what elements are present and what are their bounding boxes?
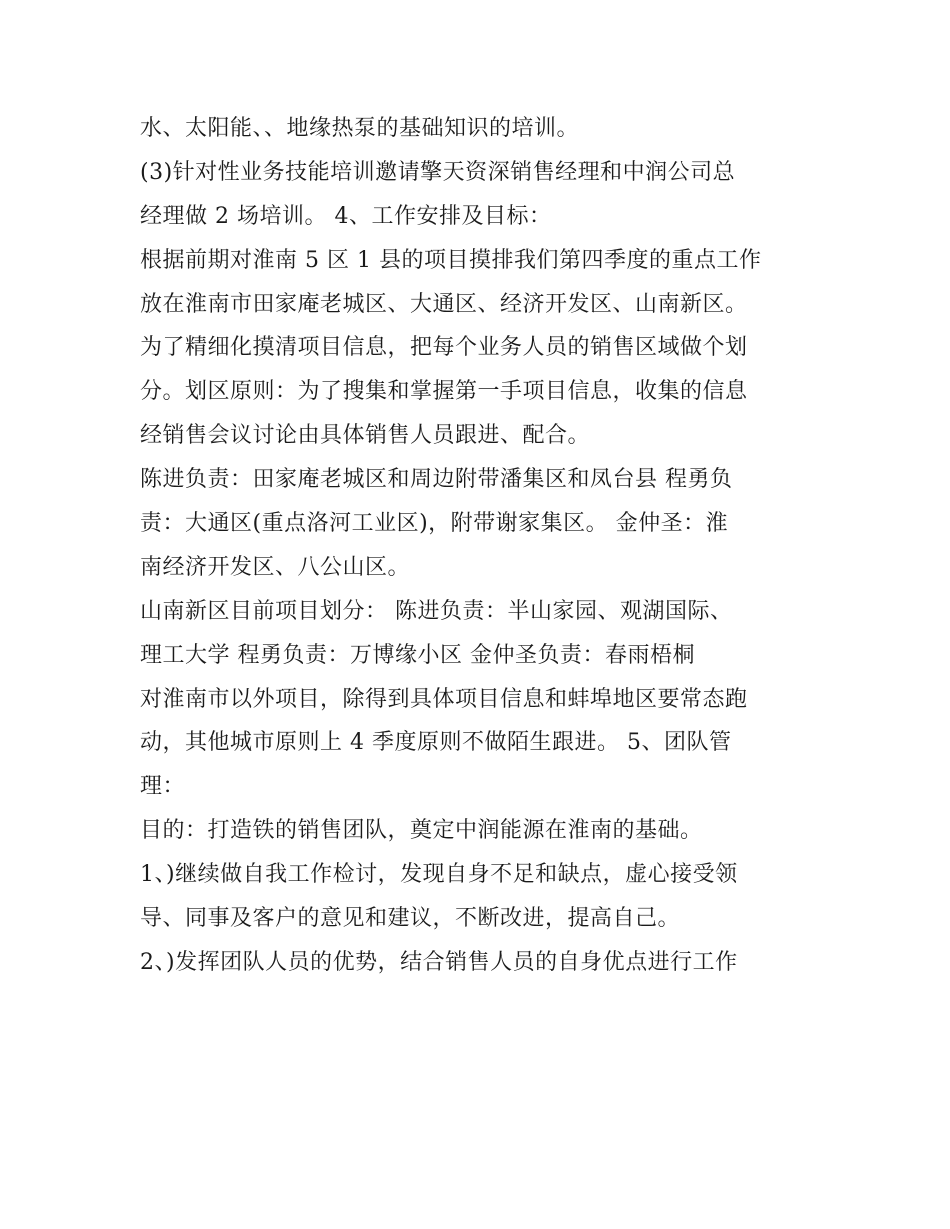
text-line: 陈进负责：田家庵老城区和周边附带潘集区和凤台县 程勇负 [140,467,733,493]
text-line: 动，其他城市原则上 4 季度原则不做陌生跟进。 5、团队管 [140,730,732,756]
text-line: 责：大通区(重点洛河工业区)，附带谢家集区。 金仲圣：淮 [140,511,729,537]
text-line: 放在淮南市田家庵老城区、大通区、经济开发区、山南新区。 [140,291,748,317]
text-line: 理： [140,774,186,800]
text-line: 为了精细化摸清项目信息，把每个业务人员的销售区域做个划 [140,335,748,361]
text-line: 对淮南市以外项目，除得到具体项目信息和蚌埠地区要常态跑 [140,686,748,712]
text-line: 水、太阳能、、地缘热泵的基础知识的培训。 [140,116,580,141]
document-body [140,107,820,985]
text-line: 目的：打造铁的销售团队，奠定中润能源在淮南的基础。 [140,818,703,844]
text-line: 导、同事及客户的意见和建议，不断改进，提高自己。 [140,906,681,932]
text-line: 1、)继续做自我工作检讨，发现自身不足和缺点，虚心接受领 [140,862,738,888]
text-line: 理工大学 程勇负责：万博缘小区 金仲圣负责：春雨梧桐 [140,642,695,668]
text-line: 南经济开发区、八公山区。 [140,554,411,580]
text-line: (3)针对性业务技能培训邀请擎天资深销售经理和中润公司总 [140,159,736,185]
text-line: 经销售会议讨论由具体销售人员跟进、配合。 [140,423,591,449]
text-line: 经理做 2 场培训。 4、工作安排及目标： [140,203,552,229]
text-line: 根据前期对淮南 5 区 1 县的项目摸排我们第四季度的重点工作 [140,247,762,273]
text-line: 2、)发挥团队人员的优势，结合销售人员的自身优点进行工作 [140,949,738,975]
text-line: 山南新区目前项目划分： 陈进负责：半山家园、观湖国际、 [140,598,733,624]
text-line: 分。划区原则：为了搜集和掌握第一手项目信息，收集的信息 [140,379,748,405]
